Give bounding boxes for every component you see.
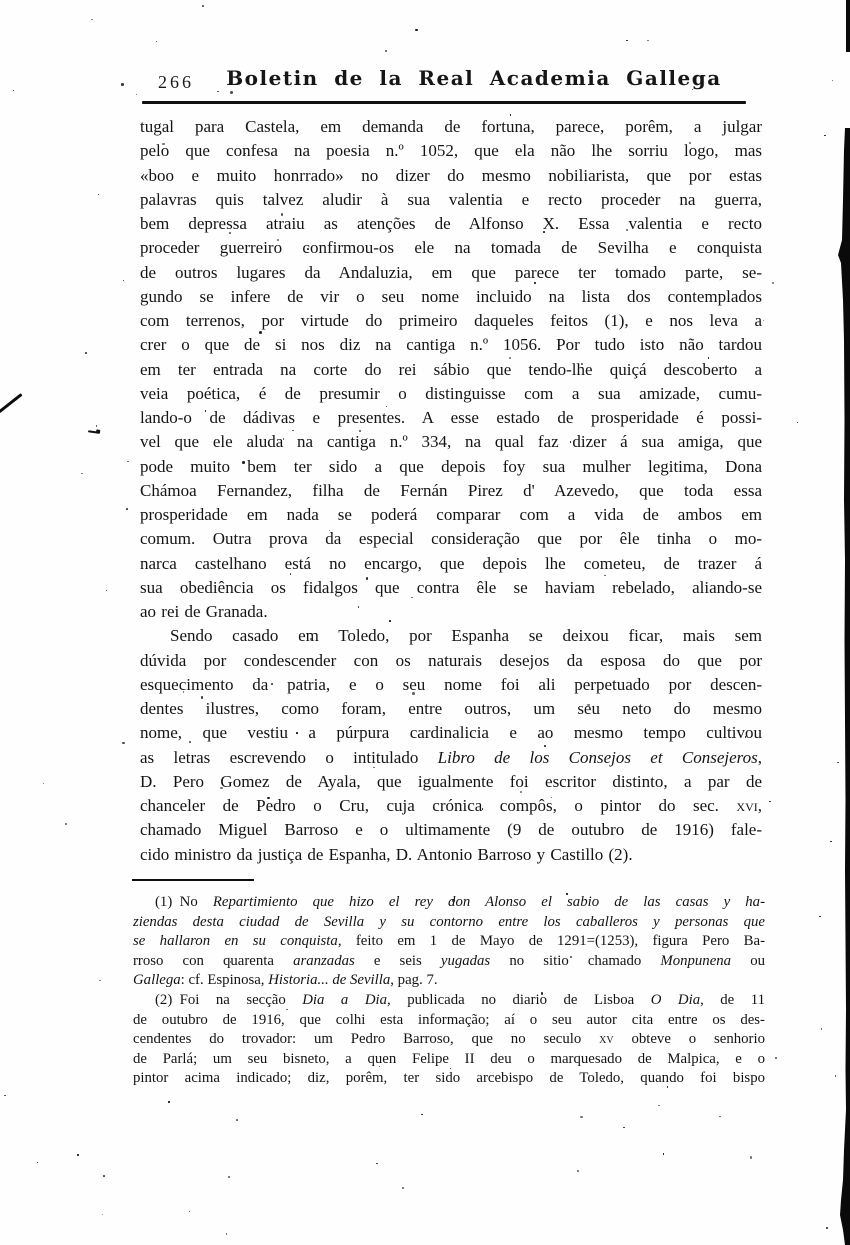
text-segment: esquecimento da patria, e o seu nome foi ali perpetuado por descen-	[140, 674, 762, 694]
body-text-line	[140, 527, 762, 551]
body-text-line	[140, 794, 762, 818]
text-segment: as letras escrevendo o intitulado	[140, 747, 438, 767]
noise-dot	[763, 320, 765, 322]
noise-dot	[236, 1119, 238, 1121]
text-segment: , feito em 1 de Mayo de 1291=(1253), figura Pero Ba-	[337, 933, 765, 950]
body-text-line	[140, 285, 762, 309]
text-segment: (2) Foi na secção	[155, 991, 303, 1008]
noise-dot	[819, 916, 821, 918]
text-segment: vel que ele aluda na cantiga n.º 334, na qual faz dizer á sua amiga, que	[140, 432, 762, 452]
noise-dot	[77, 1154, 79, 1156]
text-segment: dentes ilustres, como foram, entre outros, um seu neto do mesmo	[140, 699, 762, 718]
footnote-line	[133, 1069, 765, 1089]
noise-dot	[202, 5, 204, 7]
body-text-line	[140, 212, 762, 236]
footnote-line	[133, 932, 765, 952]
text-segment: em ter entrada na corte do rei sábio que tendo-lhe quiçá descoberto a	[140, 359, 762, 379]
header-rule	[142, 101, 746, 104]
text-segment: dúvida por condescender con os naturais desejos da esposa do que por	[140, 650, 762, 670]
text-segment: ,	[757, 747, 762, 767]
italic-text: Dia a Dia	[302, 991, 388, 1008]
footnotes	[133, 893, 765, 1089]
noise-dot	[91, 19, 93, 21]
noise-dot	[37, 1162, 39, 1164]
body-text-line	[140, 139, 762, 163]
text-segment: Sendo casado em Toledo, por Espanha se deixou ficar, mais sem	[170, 626, 762, 646]
text-segment: e seis	[354, 952, 441, 969]
noise-dot	[750, 1156, 753, 1159]
noise-dot	[228, 1176, 230, 1178]
noise-dot	[626, 40, 628, 42]
body-text-line	[140, 261, 762, 285]
text-segment: de outubro de 1916, que colhi esta informação; aí o seu autor cita entre os des-	[133, 1011, 765, 1028]
text-segment: lando-o de dádivas e presentes. A esse estado de prosperidade é possi-	[140, 408, 762, 427]
noise-dot	[623, 1127, 625, 1129]
noise-dot	[189, 1211, 191, 1213]
footnote-line	[133, 1030, 765, 1050]
text-segment: pintor acima indicado; diz, porêm, ter sido arcebispo de Toledo, quando foi bispo	[133, 1070, 765, 1087]
noise-dot	[797, 422, 799, 424]
noise-dot	[121, 83, 124, 86]
text-segment: crer o que de si nos diz na cantiga n.º 1056. Por tudo isto não tardou	[140, 335, 762, 355]
body-text-line	[140, 358, 762, 382]
noise-dot	[136, 94, 138, 96]
body-text-line	[140, 673, 762, 697]
page-number: 266	[158, 72, 194, 92]
italic-text: Repartimiento que hizo el rey don Alonso el sabio de las casas y ha-	[212, 894, 766, 910]
noise-dot	[127, 461, 129, 463]
text-segment: palavras quis talvez aludir à sua valentia e recto proceder na guerra,	[140, 189, 762, 209]
noise-dot	[226, 1233, 228, 1235]
noise-dot	[830, 841, 832, 843]
body-text-line	[140, 721, 762, 745]
body-text-line	[140, 697, 762, 721]
noise-dot	[824, 135, 826, 137]
text-segment: , pag. 7.	[390, 972, 438, 989]
noise-dot	[4, 1095, 6, 1097]
noise-dot	[156, 41, 158, 43]
text-segment: nome, que vestiu a púrpura cardinalicia e ao mesmo tempo cultivou	[140, 723, 762, 743]
noise-dot	[123, 280, 125, 282]
italic-text: Historia... de Sevilla	[268, 972, 391, 989]
noise-dot	[719, 1116, 721, 1118]
body-text-line	[140, 624, 762, 648]
noise-dot	[98, 194, 100, 196]
text-segment: prosperidade em nada se poderá comparar com a vida de ambos em	[140, 505, 762, 524]
text-segment: no sitio chamado	[490, 952, 661, 969]
footnote-line	[133, 1050, 765, 1070]
noise-dot	[658, 1105, 660, 1107]
noise-dot	[402, 1187, 404, 1189]
italic-text: se hallaron en su conquista	[133, 933, 338, 950]
text-segment: pelo que confesa na poesia n.º 1052, que ela não lhe sorriu logo, mas	[140, 141, 762, 161]
text-segment: ao rei de Granada.	[140, 602, 268, 621]
noise-dot	[663, 1153, 665, 1155]
body-text-line	[140, 818, 762, 842]
body-text-line	[140, 333, 762, 357]
text-segment: cido ministro da justiça de Espanha, D. Antonio Barroso y Castillo (2).	[140, 844, 633, 864]
noise-dot	[580, 1116, 583, 1119]
text-segment: obteve o senhorio	[613, 1031, 765, 1048]
smallcaps-text: xvi	[736, 796, 758, 815]
text-segment: rroso con quarenta	[133, 952, 294, 969]
noise-dot	[85, 352, 87, 354]
body-text-line	[140, 746, 762, 770]
scan-dash-artifact	[88, 430, 99, 434]
italic-text: yugadas	[440, 952, 491, 969]
text-segment: : cf. Espinosa,	[180, 972, 269, 989]
text-segment: ou	[731, 952, 765, 969]
text-segment: pode muito bem ter sido a que depois foy sua mulher legitima, Dona	[140, 456, 762, 476]
text-segment: bem depressa atraiu as atenções de Alfonso X. Essa valentia e recto	[140, 214, 762, 233]
noise-dot	[775, 1057, 777, 1059]
footnote-line	[133, 893, 765, 913]
body-text-line	[140, 382, 762, 406]
body-text-line	[140, 552, 762, 576]
noise-dot	[103, 1175, 105, 1177]
noise-dot	[102, 1214, 104, 1216]
text-segment: narca castelhano está no encargo, que depois lhe cometeu, de trazer á	[140, 553, 762, 573]
noise-dot	[385, 50, 387, 52]
text-segment: cendentes do trovador: um Pedro Barroso, que no seculo	[133, 1031, 600, 1048]
noise-dot	[826, 1227, 828, 1229]
scan-slash-artifact	[0, 393, 22, 414]
noise-dot	[821, 1028, 823, 1030]
text-segment: , de 11	[700, 991, 765, 1008]
noise-dot	[106, 590, 108, 592]
noise-dot	[168, 1101, 170, 1103]
noise-dot	[647, 40, 649, 42]
body-text-line	[140, 309, 762, 333]
text-segment: tugal para Castela, em demanda de fortuna, parece, porêm, a julgar	[140, 117, 762, 136]
text-segment: sua obediência os fidalgos que contra êle se haviam rebelado, aliando-se	[140, 577, 762, 597]
noise-dot	[126, 508, 128, 510]
text-segment: ,	[757, 796, 762, 815]
text-segment: «boo e muito honrrado» no dizer do mesmo nobiliarista, que por estas	[140, 165, 762, 185]
noise-dot	[577, 1170, 579, 1172]
text-segment: comum. Outra prova da especial consideração que por êle tinha o mo-	[140, 529, 762, 549]
noise-dot	[835, 1075, 837, 1077]
noise-dot	[122, 742, 125, 745]
italic-text: Libro de los Consejos et Consejeros	[437, 747, 758, 767]
text-segment: (1) No	[155, 894, 213, 910]
noise-dot	[99, 980, 101, 982]
body-text-line	[140, 236, 762, 260]
noise-dot	[96, 425, 98, 427]
body-text-line	[140, 430, 762, 454]
footnote-separator	[132, 879, 254, 881]
noise-dot	[43, 783, 45, 785]
body-text-line	[140, 455, 762, 479]
text-segment: gundo se infere de vir o seu nome incluido na lista dos contemplados	[140, 286, 762, 306]
body-text-line	[140, 164, 762, 188]
italic-text: O Dia	[650, 991, 701, 1008]
italic-text: aranzadas	[293, 952, 355, 969]
noise-dot	[415, 29, 418, 32]
body-text-line	[140, 188, 762, 212]
text-segment: Chámoa Fernandez, filha de Fernán Pirez d' Azevedo, que toda essa	[140, 480, 762, 500]
text-segment: chamado Miguel Barroso e o ultimamente (9 de outubro de 1916) fale-	[140, 820, 762, 840]
scan-edge-artifact	[838, 0, 850, 1245]
body-text-line	[140, 503, 762, 527]
body-text-line	[140, 770, 762, 794]
body-text-line	[140, 649, 762, 673]
footnote-line	[133, 991, 765, 1011]
text-segment: D. Pero Gomez de Ayala, que igualmente foi escritor distinto, a par de	[140, 771, 762, 791]
noise-dot	[13, 90, 15, 92]
body-text-line	[140, 600, 762, 624]
text-segment: de outros lugares da Andaluzia, em que parece ter tomado parte, se-	[140, 262, 762, 282]
footnote-line	[133, 971, 765, 991]
footnote-line	[133, 913, 765, 933]
text-segment: chanceler de Pedro o Cru, cuja crónica compôs, o pintor do sec.	[140, 796, 737, 815]
page-header	[142, 64, 746, 106]
noise-dot	[421, 1114, 423, 1116]
text-segment: com terrenos, por virtude do primeiro daqueles feitos (1), e nos leva a	[140, 311, 762, 330]
footnote-line	[133, 1011, 765, 1031]
body-text-line	[140, 843, 762, 867]
footnote-line	[133, 952, 765, 972]
noise-dot	[772, 282, 775, 285]
body-text-line	[140, 115, 762, 139]
body-text	[140, 115, 762, 867]
text-segment: , publicada no diario de Lisboa	[387, 991, 651, 1008]
smallcaps-text: xv	[599, 1031, 614, 1048]
noise-dot	[832, 80, 834, 82]
italic-text: ziendas desta ciudad de Sevilla y su contorno entre los caballeros y personas que	[133, 913, 765, 930]
text-segment: proceder guerreiro confirmou-os ele na tomada de Sevilha e conquista	[140, 238, 762, 258]
text-segment: de Parlá; um seu bisneto, a quen Felipe II deu o marquesado de Malpica, e o	[133, 1050, 765, 1067]
body-text-line	[140, 479, 762, 503]
text-segment: veia poética, é de presumir o distinguisse com a sua amizade, cumu-	[140, 383, 762, 403]
noise-dot	[81, 473, 83, 475]
noise-dot	[65, 823, 68, 826]
italic-text: Gallega	[133, 972, 181, 989]
noise-dot	[376, 1163, 378, 1165]
italic-text: Monpunena	[660, 952, 732, 969]
body-text-line	[140, 406, 762, 430]
body-text-line	[140, 576, 762, 600]
journal-title: Boletin de la Real Academia Gallega	[226, 66, 722, 90]
noise-dot	[769, 801, 771, 803]
